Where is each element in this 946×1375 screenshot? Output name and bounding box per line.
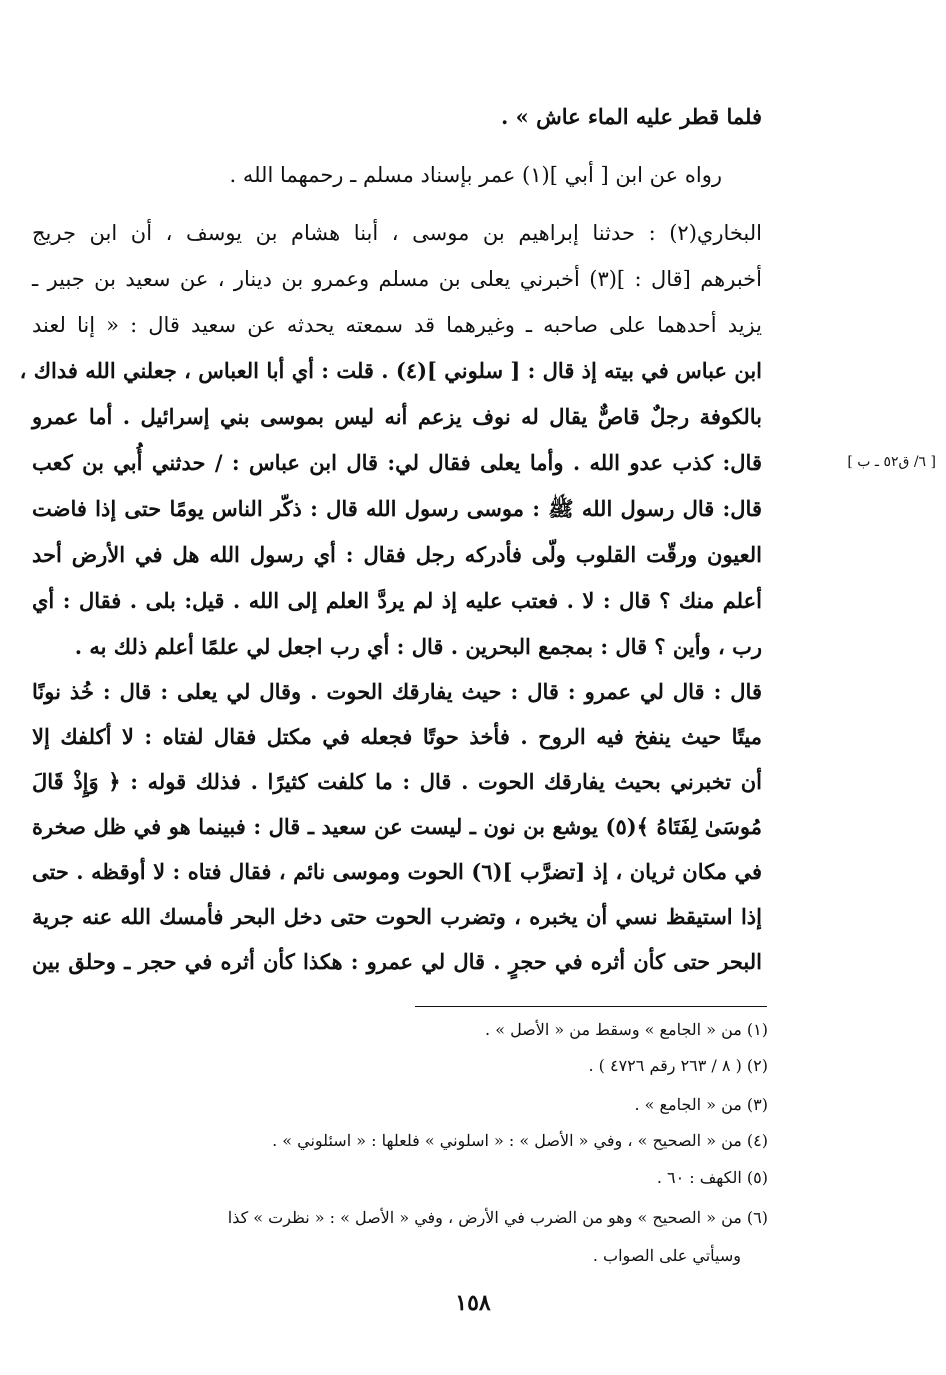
footnote-3: (٣) من « الجامع » .	[634, 1095, 768, 1114]
body-line-14: ميتًا حيث ينفخ فيه الروح . فأخذ حوتًا فجعله في مكتل فقال لفتاه : لا أكلفك إلا	[32, 724, 762, 749]
footnote-6-continued: وسيأتي على الصواب .	[592, 1246, 741, 1265]
body-line-7: بالكوفة رجلٌ قاصٌّ يقال له نوف يزعم أنه ليس بموسى بني إسرائيل . أما عمرو	[32, 404, 762, 429]
body-line-19: البحر حتى كأن أثره في حجرٍ . قال لي عمرو : هكذا كأن أثره في حجر ـ وحلق بين	[32, 949, 762, 974]
footnote-5: (٥) الكهف : ٦٠ .	[656, 1168, 768, 1187]
body-line-8: قال: كذب عدو الله . وأما يعلى فقال لي: قال ابن عباس : / حدثني أُبي بن كعب	[32, 450, 762, 475]
body-line-18: إذا استيقظ نسي أن يخبره ، وتضرب الحوت حتى دخل البحر فأمسك الله عنه جرية	[32, 904, 762, 929]
body-line-3: البخاري(٢) : حدثنا إبراهيم بن موسى ، أبنا هشام بن يوسف ، أن ابن جريج	[32, 221, 762, 245]
manuscript-folio-note: [ ٦/ ق٥٢ ـ ب ]	[847, 454, 936, 470]
footnote-4: (٤) من « الصحيح » ، وفي « الأصل » : « اسلوني » فلعلها : « اسئلوني » .	[272, 1131, 768, 1150]
footnote-separator	[415, 1006, 767, 1007]
body-line-13: قال : قال لي عمرو : قال : حيث يفارقك الحوت . وقال لي يعلى : قال : خُذ نونًا	[32, 679, 762, 704]
page-number: ١٥٨	[455, 1290, 491, 1316]
footnote-2: (٢) ( ٨ / ٢٦٣ رقم ٤٧٢٦ ) .	[588, 1056, 768, 1075]
body-line-4: أخبرهم [قال : ](٣) أخبرني يعلى بن مسلم وعمرو بن دينار ، عن سعيد بن جبير ـ	[32, 267, 762, 291]
body-line-1: فلما قطر عليه الماء عاش » .	[501, 104, 762, 129]
body-line-2: رواه عن ابن [ أبي ](١) عمر بإسناد مسلم ـ رحمهما الله .	[229, 163, 722, 187]
body-line-15: أن تخبرني بحيث يفارقك الحوت . قال : ما كلفت كثيرًا . فذلك قوله : ﴿ وَإِذْ قَالَ	[32, 769, 762, 794]
footnote-1: (١) من « الجامع » وسقط من « الأصل » .	[485, 1020, 768, 1039]
body-line-9: قال: قال رسول الله ﷺ : موسى رسول الله قال : ذكّر الناس يومًا حتى إذا فاضت	[32, 496, 762, 521]
body-line-12: رب ، وأين ؟ قال : بمجمع البحرين . قال : أي رب اجعل لي علمًا أعلم ذلك به .	[74, 634, 762, 659]
body-line-11: أعلم منك ؟ قال : لا . فعتب عليه إذ لم يردَّ العلم إلى الله . قيل: بلى . فقال : أي	[32, 588, 762, 613]
body-line-17: في مكان ثريان ، إذ [تضرَّب ](٦) الحوت وموسى نائم ، فقال فتاه : لا أوقظه . حتى	[32, 859, 762, 884]
body-line-5: يزيد أحدهما على صاحبه ـ وغيرهما قد سمعته يحدثه عن سعيد قال : « إنا لعند	[32, 313, 762, 337]
body-line-10: العيون ورقّت القلوب ولّى فأدركه رجل فقال : أي رسول الله هل في الأرض أحد	[32, 542, 762, 567]
footnote-6: (٦) من « الصحيح » وهو من الضرب في الأرض ، وفي « الأصل » : « نظرت » كذا	[227, 1208, 768, 1227]
body-line-16: مُوسَىٰ لِفَتَاهُ ﴾(٥) يوشع بن نون ـ ليست عن سعيد ـ قال : فبينما هو في ظل صخرة	[32, 814, 762, 839]
body-line-6: ابن عباس في بيته إذ قال : [ سلوني ](٤) . قلت : أي أبا العباس ، جعلني الله فداك ،	[19, 358, 762, 383]
